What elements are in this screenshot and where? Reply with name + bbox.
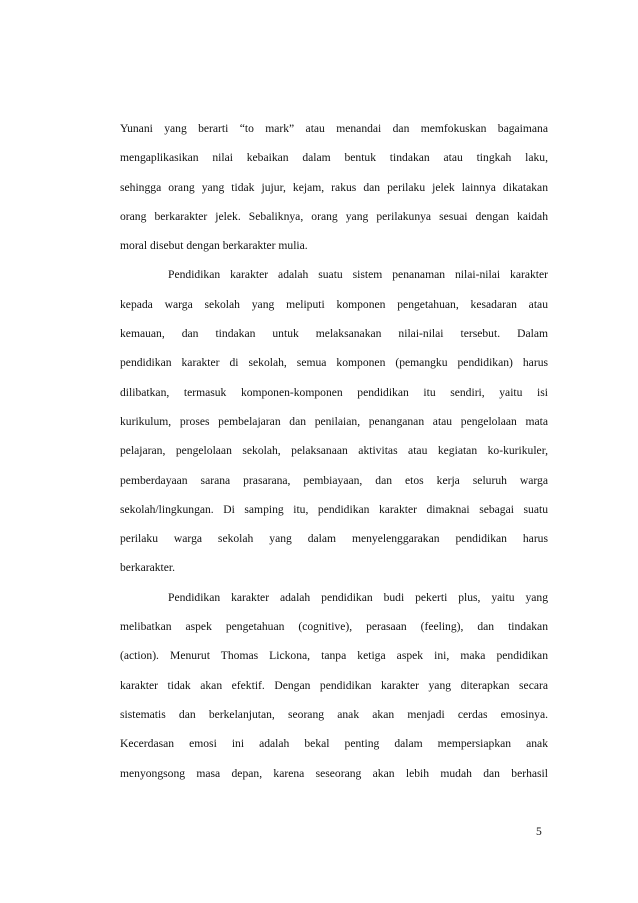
text-line: kepada warga sekolah yang meliputi komponen pengetahuan, kesadaran atau	[120, 297, 548, 311]
paragraph-first-line: Pendidikan karakter adalah suatu sistem penanaman nilai-nilai karakter	[168, 268, 548, 282]
page-number: 5	[536, 825, 542, 838]
text-line: karakter tidak akan efektif. Dengan pendidikan karakter yang diterapkan secara	[120, 678, 548, 692]
text-line: melibatkan aspek pengetahuan (cognitive), perasaan (feeling), dan tindakan	[120, 620, 548, 634]
text-line: sehingga orang yang tidak jujur, kejam, rakus dan perilaku jelek lainnya dikatakan	[120, 180, 548, 194]
paragraph-first-line: Pendidikan karakter adalah pendidikan budi pekerti plus, yaitu yang	[168, 590, 548, 604]
text-line: moral disebut dengan berkarakter mulia.	[120, 239, 308, 253]
text-line: Yunani yang berarti “to mark” atau menandai dan memfokuskan bagaimana	[120, 122, 548, 135]
text-line: pendidikan karakter di sekolah, semua komponen (pemangku pendidikan) harus	[120, 356, 548, 370]
body-text	[120, 114, 548, 788]
text-line: mengaplikasikan nilai kebaikan dalam bentuk tindakan atau tingkah laku,	[120, 151, 548, 165]
text-line: Kecerdasan emosi ini adalah bekal penting dalam mempersiapkan anak	[120, 737, 548, 751]
text-line: (action). Menurut Thomas Lickona, tanpa ketiga aspek ini, maka pendidikan	[120, 649, 548, 663]
text-line: dilibatkan, termasuk komponen-komponen pendidikan itu sendiri, yaitu isi	[120, 385, 548, 399]
text-line: kemauan, dan tindakan untuk melaksanakan nilai-nilai tersebut. Dalam	[120, 327, 548, 341]
text-line: menyongsong masa depan, karena seseorang akan lebih mudah dan berhasil	[120, 766, 548, 780]
text-line: berkarakter.	[120, 561, 176, 575]
text-line: sistematis dan berkelanjutan, seorang anak akan menjadi cerdas emosinya.	[120, 707, 548, 721]
text-line: orang berkarakter jelek. Sebaliknya, orang yang perilakunya sesuai dengan kaidah	[120, 209, 548, 223]
text-line: pemberdayaan sarana prasarana, pembiayaan, dan etos kerja seluruh warga	[120, 473, 548, 487]
text-line: sekolah/lingkungan. Di samping itu, pendidikan karakter dimaknai sebagai suatu	[120, 502, 548, 516]
text-line: perilaku warga sekolah yang dalam menyelenggarakan pendidikan harus	[120, 532, 548, 546]
text-line: kurikulum, proses pembelajaran dan penilaian, penanganan atau pengelolaan mata	[120, 414, 548, 428]
text-line: pelajaran, pengelolaan sekolah, pelaksanaan aktivitas atau kegiatan ko-kurikuler,	[120, 444, 548, 458]
